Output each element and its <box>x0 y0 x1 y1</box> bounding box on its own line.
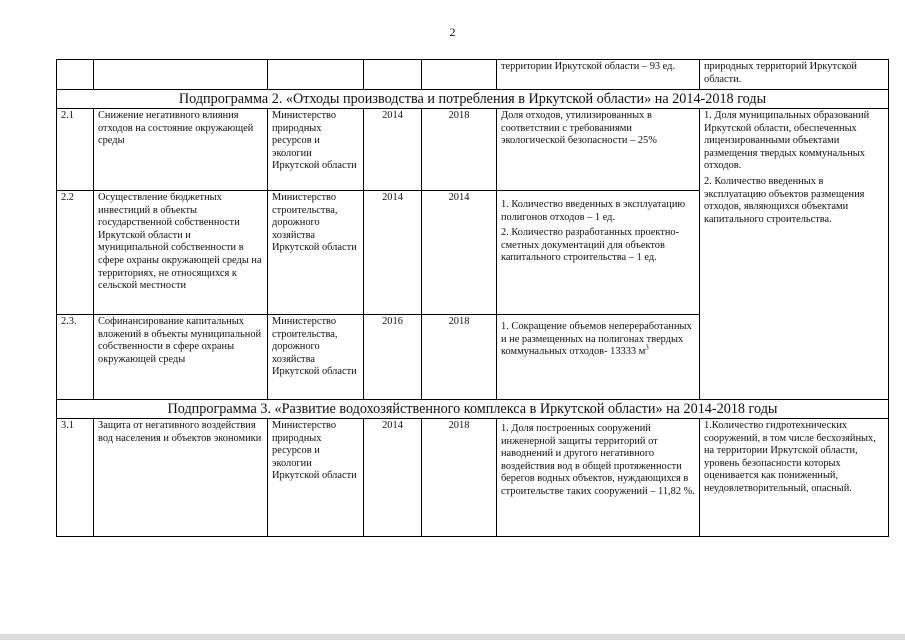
row-number: 2.2 <box>57 191 94 315</box>
table-row-continuation <box>57 60 889 90</box>
start-year: 2014 <box>364 419 422 537</box>
indicator-text: 1. Сокращение объемов непереработанных и не размещенных на полигонах твердых коммунальных отходов- 13333 м <box>501 321 692 358</box>
indicator-item: 1. Количество введенных в эксплуатацию полигонов отходов – 1 ед. <box>501 199 686 223</box>
measure-cell: Защита от негативного воздействия вод населения и объектов экономики <box>94 419 268 537</box>
table-row-2-1 <box>57 109 889 191</box>
subprogram-2-header <box>57 90 889 109</box>
subprogram-2-title: Подпрограмма 2. «Отходы производства и потребления в Иркутской области» на 2014-2018 годы <box>57 90 889 109</box>
indicator-cell: 1. Доля построенных сооружений инженерной защиты территорий от наводнений и другого негативного воздействия вод в общей протяженности берегов водных объектов, нуждающихся в строительстве таких сооружений – 11,82 %. <box>497 419 700 537</box>
measure-cell: Осуществление бюджетных инвестиций в объекты государственной собственности Иркутской области и муниципальной собственности в сфере охраны окружающей среды на территориях, не относящихся к сельской местности <box>94 191 268 315</box>
measure-cell: Софинансирование капитальных вложений в объекты муниципальной собственности в сфере охраны окружающей среды <box>94 315 268 400</box>
end-year: 2018 <box>422 315 497 400</box>
end-year: 2018 <box>422 109 497 191</box>
subprogram-3-header <box>57 400 889 419</box>
page-number: 2 <box>449 25 456 39</box>
measure-cell: Снижение негативного влияния отходов на состояние окружающей среды <box>94 109 268 191</box>
cell-empty <box>268 60 364 90</box>
end-year: 2014 <box>422 191 497 315</box>
executor-cell: Министерство строительства, дорожного хозяйства Иркутской области <box>268 191 364 315</box>
cell-empty <box>422 60 497 90</box>
indicator-cell <box>497 315 700 400</box>
row-number: 3.1 <box>57 419 94 537</box>
cell-empty <box>57 60 94 90</box>
program-table <box>56 59 889 537</box>
target-item: 2. Количество введенных в эксплуатацию объектов размещения отходов, являющихся объектами капитального строительства. <box>704 175 865 225</box>
target-item: 1. Доля муниципальных образований Иркутской области, обеспеченных лицензированными объектами размещения твердых коммунальных отходов. <box>704 110 870 172</box>
cell-empty <box>364 60 422 90</box>
start-year: 2016 <box>364 315 422 400</box>
subprogram-3-title: Подпрограмма 3. «Развитие водохозяйственного комплекса в Иркутской области» на 2014-2018 годы <box>57 400 889 419</box>
executor-cell: Министерство природных ресурсов и экологии Иркутской области <box>268 109 364 191</box>
row-number: 2.1 <box>57 109 94 191</box>
indicator-cell: Доля отходов, утилизированных в соответствии с требованиями экологической безопасности – 25% <box>497 109 700 191</box>
target-cell: 1.Количество гидротехнических сооружений, в том числе бесхозяйных, на территории Иркутской области, уровень безопасности которых оценивается как пониженный, неудовлетворительный, опасный. <box>700 419 889 537</box>
end-year: 2018 <box>422 419 497 537</box>
target-cell-subprogram-2 <box>700 109 889 400</box>
start-year: 2014 <box>364 109 422 191</box>
indicator-superscript: 3 <box>645 343 649 352</box>
scan-edge <box>0 634 905 640</box>
executor-cell: Министерство природных ресурсов и экологии Иркутской области <box>268 419 364 537</box>
cell-empty <box>94 60 268 90</box>
indicator-cell <box>497 191 700 315</box>
start-year: 2014 <box>364 191 422 315</box>
row-number: 2.3. <box>57 315 94 400</box>
target-cell: природных территорий Иркутской области. <box>700 60 889 90</box>
indicator-item: 2. Количество разработанных проектно-сметных документаций для объектов капитального строительства – 1 ед. <box>501 227 680 264</box>
indicator-cell: территории Иркутской области – 93 ед. <box>497 60 700 90</box>
executor-cell: Министерство строительства, дорожного хозяйства Иркутской области <box>268 315 364 400</box>
table-row-3-1 <box>57 419 889 537</box>
